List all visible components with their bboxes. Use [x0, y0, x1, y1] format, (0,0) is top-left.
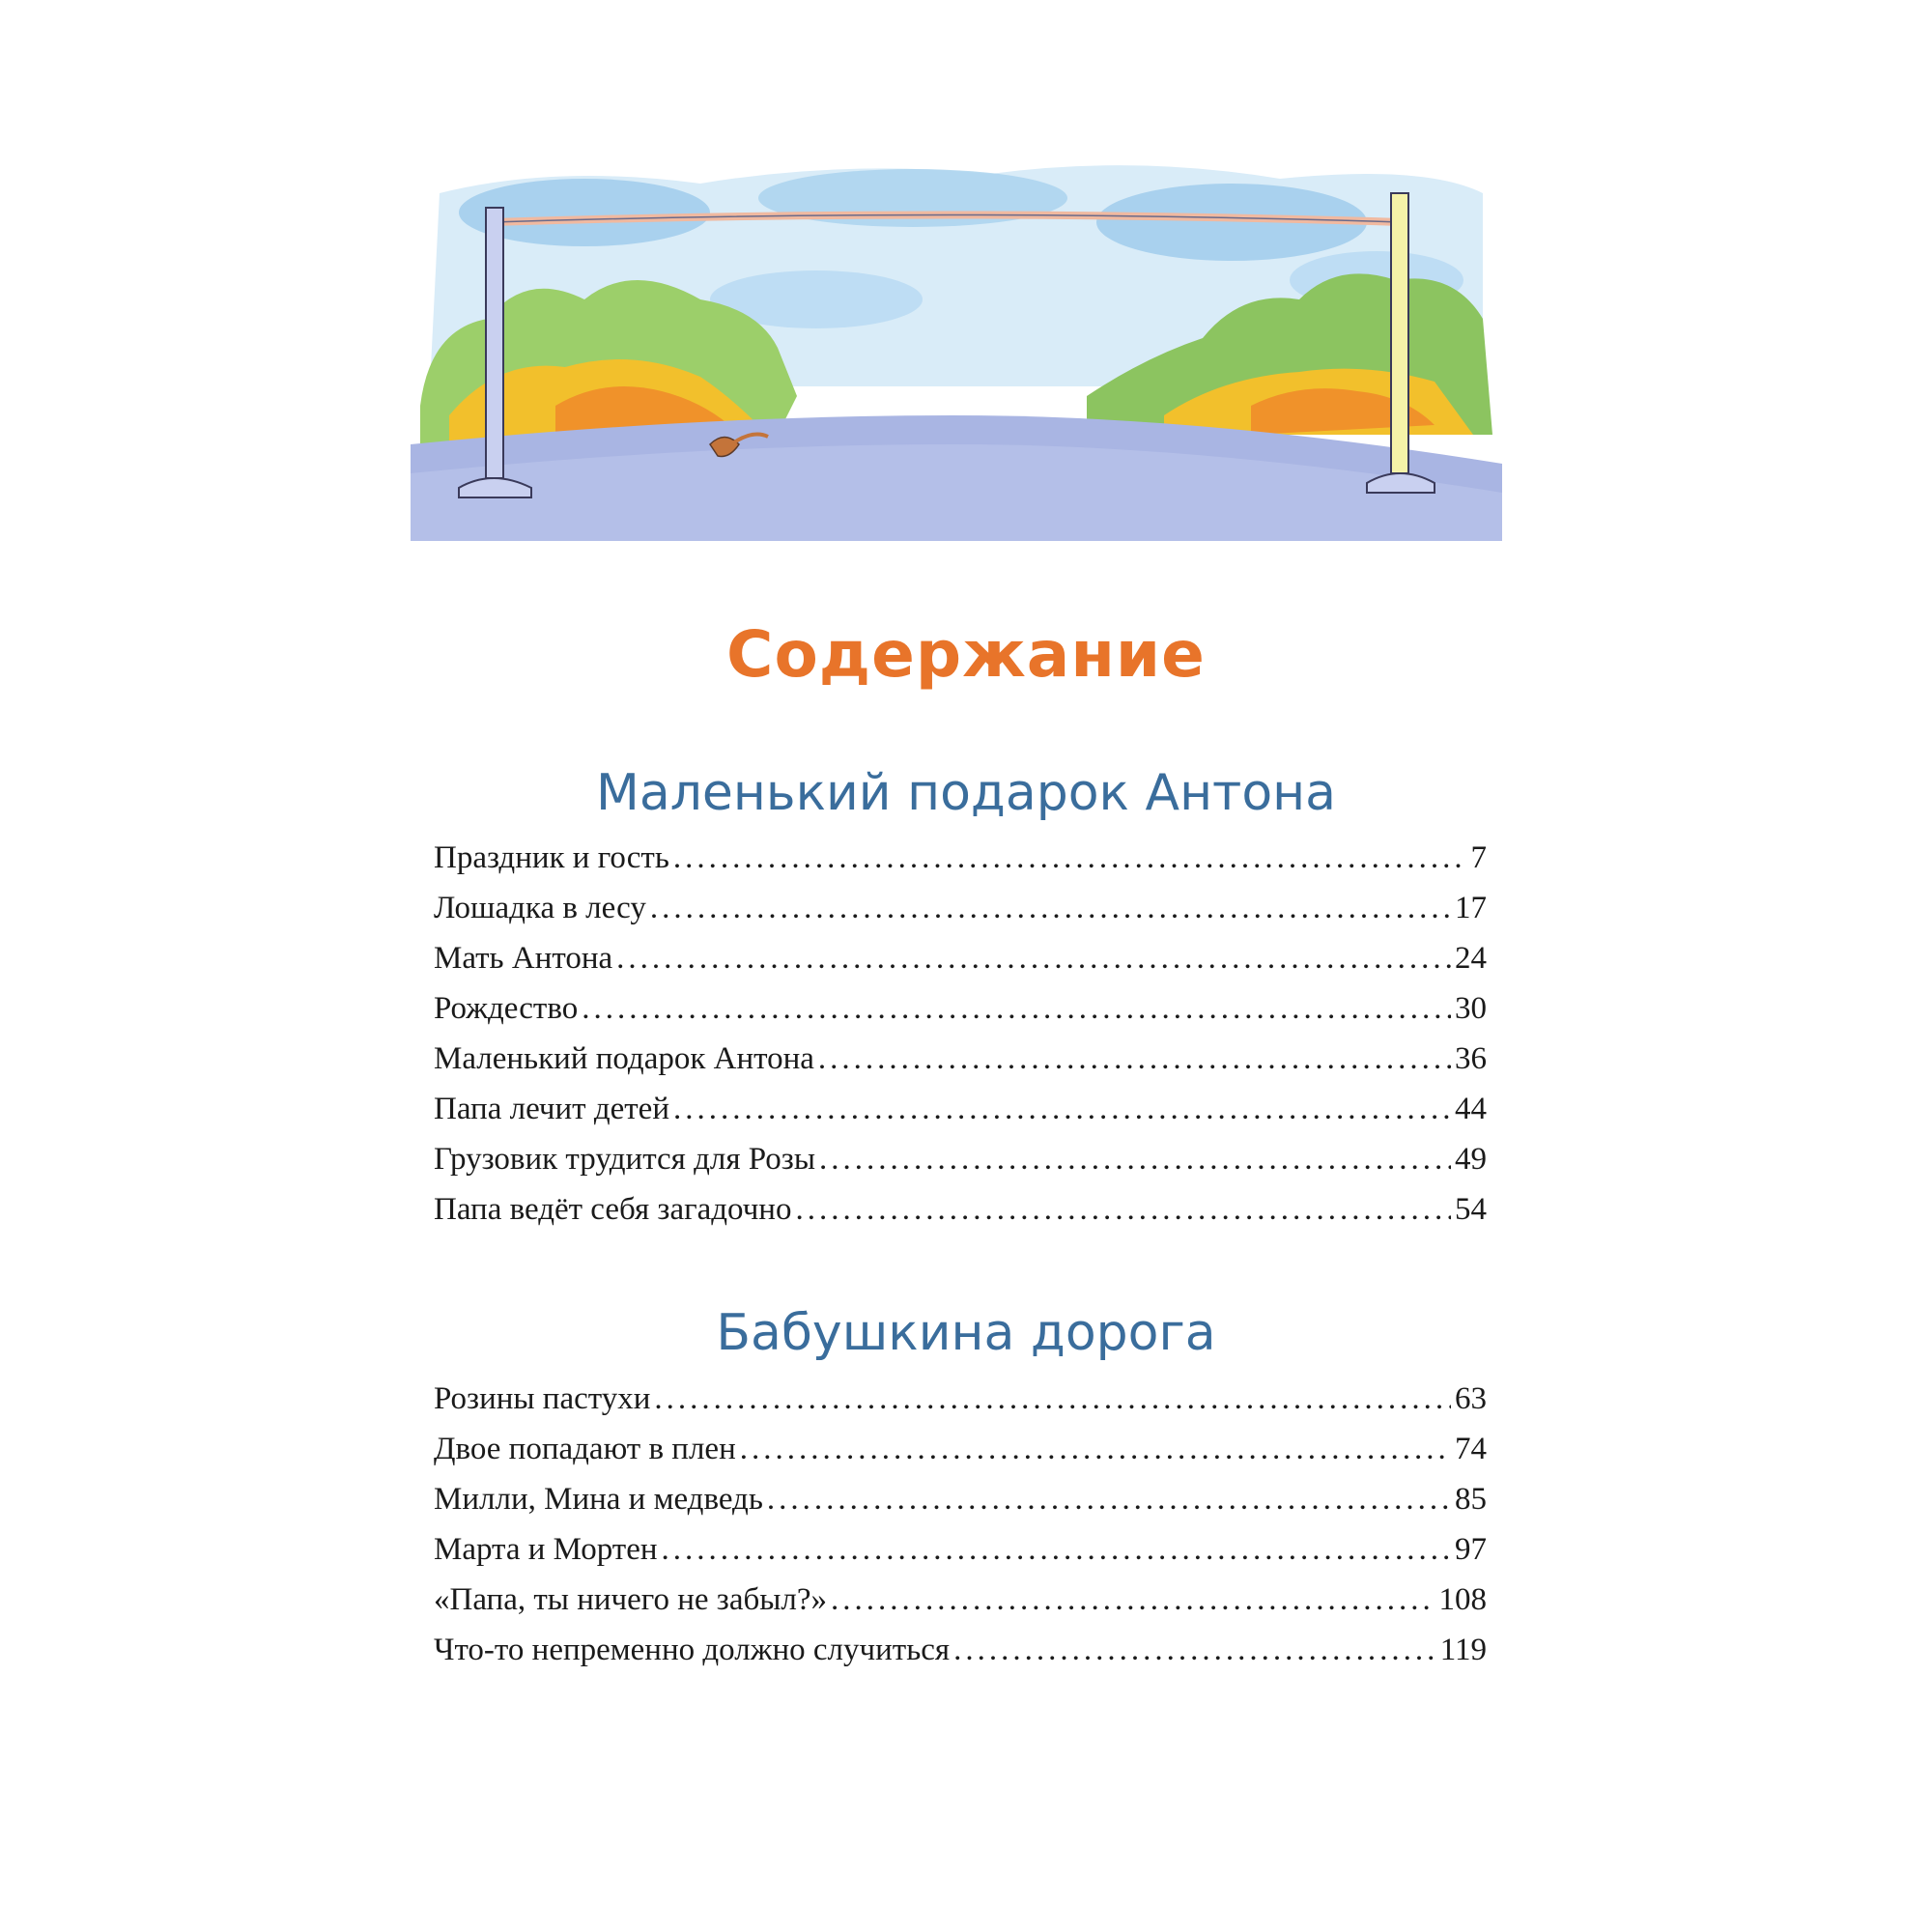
toc-entry[interactable]: [434, 1582, 1487, 1633]
toc-entry-label: Милли, Мина и медведь: [434, 1482, 763, 1517]
toc-entry-label: Мать Антона: [434, 941, 613, 976]
toc-title: Содержание: [726, 617, 1206, 692]
toc-entry-label: Лошадка в лесу: [434, 891, 646, 925]
dot-leader: [953, 1633, 1436, 1668]
toc-entry-page: 119: [1439, 1633, 1487, 1667]
dot-leader: [818, 1041, 1451, 1077]
toc-entry-page: 17: [1455, 891, 1487, 925]
toc-entry-page: 7: [1470, 840, 1487, 875]
toc-entry-page: 36: [1455, 1041, 1487, 1076]
toc-entry-label: Розины пастухи: [434, 1381, 651, 1416]
toc-entry-page: 30: [1455, 991, 1487, 1026]
toc-entry-label: Праздник и гость: [434, 840, 669, 875]
dot-leader: [673, 1092, 1451, 1127]
toc-entry-page: 24: [1455, 941, 1487, 976]
toc-entry-page: 97: [1455, 1532, 1487, 1567]
dot-leader: [740, 1432, 1451, 1467]
dot-leader: [767, 1482, 1451, 1518]
toc-entry[interactable]: [434, 1432, 1487, 1482]
toc-entry-page: 49: [1455, 1142, 1487, 1177]
toc-entry[interactable]: [434, 1092, 1487, 1142]
dot-leader: [654, 1381, 1451, 1417]
toc-entry-label: «Папа, ты ничего не забыл?»: [434, 1582, 828, 1617]
toc-entry[interactable]: [434, 1532, 1487, 1582]
toc-entry-page: 108: [1438, 1582, 1487, 1617]
dot-leader: [662, 1532, 1452, 1568]
toc-entry-label: Грузовик трудится для Розы: [434, 1142, 816, 1177]
toc-entry-label: Двое попадают в плен: [434, 1432, 736, 1466]
toc-entry[interactable]: [434, 1041, 1487, 1092]
dot-leader: [795, 1192, 1451, 1228]
road-finish-line-illustration: [411, 155, 1502, 541]
toc-entry[interactable]: [434, 1142, 1487, 1192]
dot-leader: [650, 891, 1451, 926]
toc-entry-label: Маленький подарок Антона: [434, 1041, 814, 1076]
dot-leader: [616, 941, 1451, 977]
toc-entry[interactable]: [434, 1381, 1487, 1432]
toc-entry[interactable]: [434, 840, 1487, 891]
toc-entry-label: Рождество: [434, 991, 579, 1026]
toc-entry-label: Папа лечит детей: [434, 1092, 669, 1126]
toc-entry-page: 85: [1455, 1482, 1487, 1517]
toc-entry-page: 74: [1455, 1432, 1487, 1466]
toc-list-section-1: [434, 840, 1487, 1242]
toc-entry-label: Марта и Мортен: [434, 1532, 658, 1567]
dot-leader: [673, 840, 1467, 876]
dot-leader: [819, 1142, 1451, 1178]
toc-entry-label: Что-то непременно должно случиться: [434, 1633, 951, 1667]
toc-entry-page: 63: [1455, 1381, 1487, 1416]
toc-entry-page: 54: [1455, 1192, 1487, 1227]
section-title-1: Маленький подарок Антона: [595, 764, 1337, 822]
toc-entry[interactable]: [434, 941, 1487, 991]
toc-entry[interactable]: [434, 1633, 1487, 1683]
toc-entry-label: Папа ведёт себя загадочно: [434, 1192, 792, 1227]
toc-entry-page: 44: [1455, 1092, 1487, 1126]
toc-entry[interactable]: [434, 891, 1487, 941]
section-title-2: Бабушкина дорога: [716, 1304, 1216, 1362]
dot-leader: [582, 991, 1451, 1027]
toc-entry[interactable]: [434, 1192, 1487, 1242]
toc-entry[interactable]: [434, 991, 1487, 1041]
toc-entry[interactable]: [434, 1482, 1487, 1532]
dot-leader: [831, 1582, 1435, 1618]
toc-list-section-2: [434, 1381, 1487, 1683]
